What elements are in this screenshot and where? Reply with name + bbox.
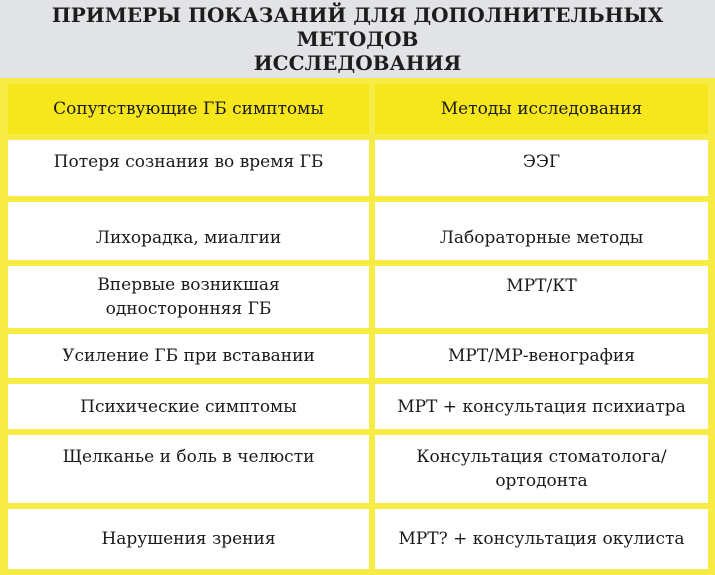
method-cell <box>375 435 708 503</box>
method-cell <box>375 334 708 378</box>
symptom-cell <box>8 334 369 378</box>
method-text: МРТ/МР-венография <box>448 346 635 366</box>
method-text: Лабораторные методы <box>439 228 644 248</box>
method-text <box>416 445 666 493</box>
symptom-text: Нарушения зрения <box>101 529 276 549</box>
method-cell <box>375 384 708 429</box>
title-banner <box>0 0 715 78</box>
symptom-text-line-2: односторонняя ГБ <box>105 299 272 319</box>
symptom-cell <box>8 384 369 429</box>
symptom-cell <box>8 202 369 260</box>
symptom-text: Потеря сознания во время ГБ <box>53 152 324 172</box>
indications-table <box>0 78 715 575</box>
page-title <box>13 3 703 75</box>
header-methods-label: Методы исследования <box>440 99 643 119</box>
method-cell <box>375 140 708 196</box>
symptom-cell <box>8 266 369 328</box>
method-text: МРТ + консультация психиатра <box>397 396 686 417</box>
symptom-cell <box>8 509 369 569</box>
method-text: МРТ? + консультация окулиста <box>398 529 685 549</box>
header-symptoms <box>8 84 369 134</box>
header-methods <box>375 84 708 134</box>
method-text: ЭЭГ <box>522 152 561 172</box>
symptom-text: Усиление ГБ при вставании <box>62 346 315 366</box>
title-line-2: ИССЛЕДОВАНИЯ <box>253 51 462 75</box>
method-text-line-1: Консультация стоматолога/ <box>416 447 667 467</box>
symptom-cell <box>8 140 369 196</box>
symptom-text: Щелканье и боль в челюсти <box>62 447 315 467</box>
method-text: МРТ/КТ <box>506 276 577 296</box>
method-text-line-2: ортодонта <box>495 471 588 491</box>
symptom-text: Лихорадка, миалгии <box>95 228 282 248</box>
symptom-text: Психические симптомы <box>80 396 297 417</box>
symptom-text <box>97 273 279 321</box>
header-symptoms-label: Сопутствующие ГБ симптомы <box>53 99 324 119</box>
symptom-text-line-1: Впервые возникшая <box>97 275 280 295</box>
method-cell <box>375 202 708 260</box>
method-cell <box>375 266 708 328</box>
title-line-1: ПРИМЕРЫ ПОКАЗАНИЙ ДЛЯ ДОПОЛНИТЕЛЬНЫХ МЕТОДОВ <box>51 3 664 51</box>
method-cell <box>375 509 708 569</box>
symptom-cell <box>8 435 369 503</box>
